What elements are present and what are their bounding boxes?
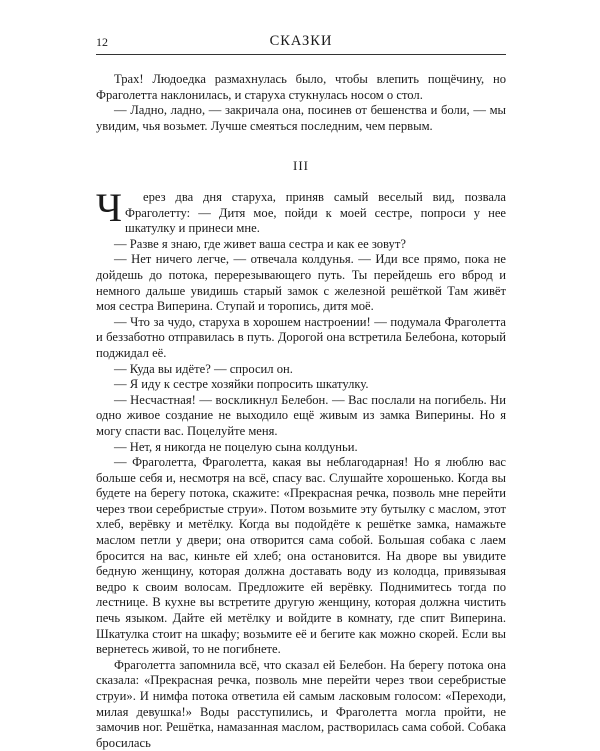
paragraph: — Нет ничего легче, — отвечала колдунья. — Иди все прямо, пока не дойдешь до потока, перерезывающего путь. Ты перейдешь его вброд и немного дальше увидишь старый замок с железной решёткой Там живёт моя сестра Виперина. Ступай и торопись, дитя моё. [96, 252, 506, 314]
header-rule [96, 54, 506, 55]
chapter-heading: III [293, 158, 309, 173]
text-block-top [96, 72, 506, 134]
paragraph: — Я иду к сестре хозяйки попросить шкатулку. [114, 377, 369, 392]
paragraph: — Ладно, ладно, — закричала она, посинев от бешенства и боли, — мы увидим, чья возьмет. Лучше смеяться последним, чем первым. [96, 103, 506, 133]
first-paragraph-text: ерез два дня старуха, приняв самый веселый вид, позвала Фраголетту: — Дитя мое, пойди к моей сестре, попроси у нее шкатулку и принеси мне. [125, 190, 506, 236]
first-paragraph [96, 185, 506, 237]
text-block-main [96, 185, 506, 751]
paragraph: — Фраголетта, Фраголетта, какая вы неблагодарная! Но я люблю вас больше себя и, несмотря на всё, спасу вас. Слушайте хорошенько. Когда вы будете на берегу потока, скажите: «Прекрасная речка, позволь мне перейти через твои серебристые струи». Потом возьмите эту бутылку с маслом, этот хлеб, верёвку и метёлку. Когда вы подойдёте к решётке замка, намажьте маслом петли у двери; она отворится сама собой. Большая собака с лаем бросится на вас, киньте ей хлеб; она остановится. На дворе вы увидите бедную женщину, которая должна доставать воду из колодца, привязывая ведро к своим волосам. Предложите ей верёвку. Поднимитесь тогда по лестнице. В кухне вы встретите другую женщину, которая должна чистить печь языком. Дайте ей метёлку и войдите в комнату, где спит Виперина. Шкатулка стоит на шкафу; возьмите её и бегите как можно скорей. Если вы вернетесь живой, то не погибнете. [96, 455, 506, 657]
page-header [96, 33, 506, 57]
paragraph: Трах! Людоедка размахнулась было, чтобы влепить пощёчину, но Фраголетта наклонилась, и старуха стукнулась носом о стол. [96, 72, 506, 102]
paragraph: — Несчастная! — воскликнул Белебон. — Вас послали на погибель. Ни одно живое создание не выходило ещё живым из замка Виперины. Но я могу спасти вас. Поцелуйте меня. [96, 392, 506, 438]
paragraph: — Разве я знаю, где живет ваша сестра и как ее зовут? [114, 236, 406, 251]
page-number: 12 [96, 35, 108, 49]
running-title: СКАЗКИ [269, 33, 333, 49]
paragraph: — Нет, я никогда не поцелую сына колдуньи. [114, 439, 358, 454]
paragraph: — Куда вы идёте? — спросил он. [114, 361, 293, 376]
drop-cap: Ч [96, 185, 122, 230]
paragraph: — Что за чудо, старуха в хорошем настроении! — подумала Фраголетта и беззаботно отправилась в путь. Дорогой она встретила Белебона, который поджидал её. [96, 314, 506, 360]
paragraph: Фраголетта запомнила всё, что сказал ей Белебон. На берегу потока она сказала: «Прекрасная речка, позволь мне перейти через твои серебристые струи». И нимфа потока ответила ей самым ласковым голосом: «Переходи, милая девушка!» Воды расступились, и Фраголетта могла пройти, не замочив ног. Решётка, намазанная маслом, растворилась сама собой. Собака бросилась [96, 657, 506, 750]
